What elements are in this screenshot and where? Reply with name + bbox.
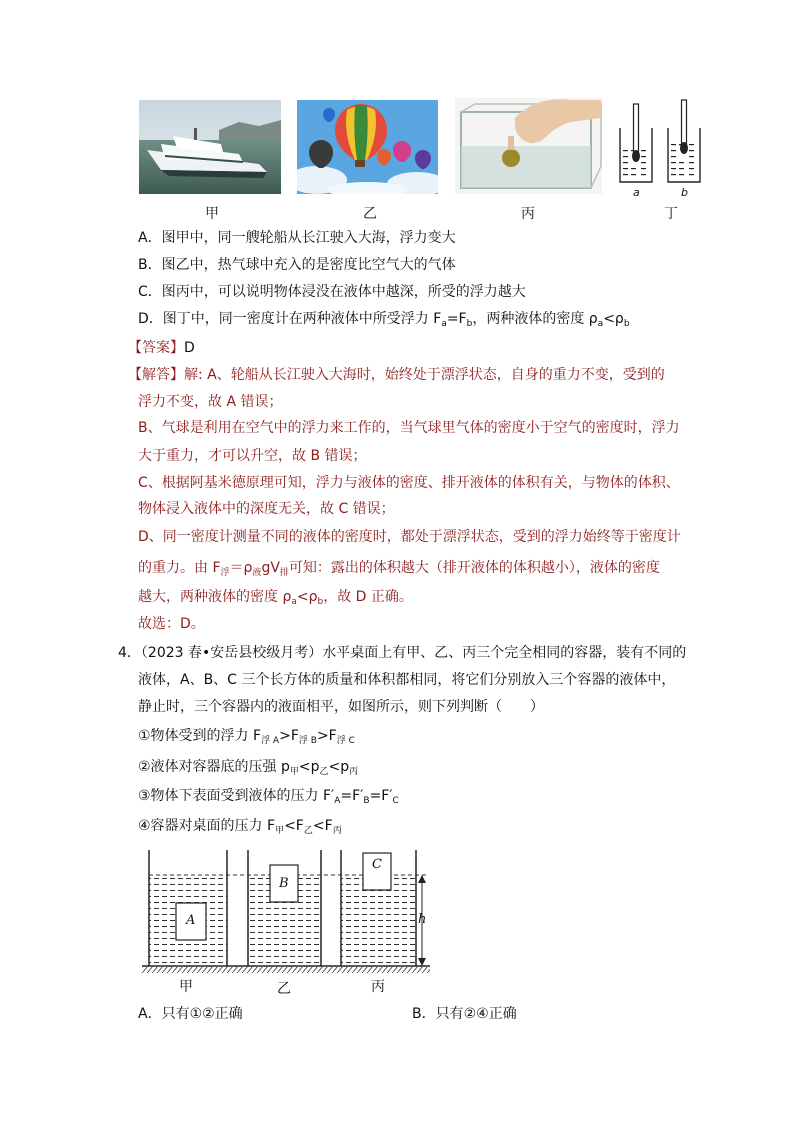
q3-d-sub-b2: b	[623, 319, 630, 329]
q3-d-sub-a2: a	[597, 319, 604, 329]
q3-option-d	[138, 309, 630, 334]
s3-s1: A	[334, 796, 341, 806]
q4-line-1: 4．（2023 春•安岳县校级月考）水平桌面上有甲、乙、丙三个完全相同的容器，装有不同的	[118, 645, 687, 661]
caption-jia: 甲	[205, 206, 219, 222]
s4-p1: ④容器对桌面的压力 F	[138, 818, 276, 834]
q3-d-lt: <ρ	[603, 311, 624, 327]
formula-p4: 可知：露出的体积越大（排开液体的体积越小），液体的密度	[288, 560, 660, 576]
q3-d-eq: =F	[446, 311, 467, 327]
q3-option-a: A．图甲中，同一艘轮船从长江驶入大海，浮力变大	[138, 230, 456, 246]
formula-s3: 排	[279, 568, 289, 578]
thermo-label-a: a	[633, 186, 640, 199]
last-s1: a	[291, 597, 297, 607]
s2-s1: 甲	[289, 767, 299, 777]
q4-statement-3	[138, 786, 399, 811]
q4-line-3: 静止时，三个容器内的液面相平，如图所示，则下列判断（ ）	[138, 699, 544, 715]
s2-s3: 丙	[349, 767, 359, 777]
analysis-line-1	[128, 365, 665, 385]
s3-p2: =F′	[340, 788, 364, 804]
last-p3: ，故 D 正确。	[323, 589, 413, 605]
s1-p1: ①物体受到的浮力 F	[138, 728, 262, 744]
q4-statement-2	[138, 757, 358, 782]
q4-line-2: 液体，A、B、C 三个长方体的质量和体积都相同，将它们分别放入三个容器的液体中，	[138, 672, 676, 688]
container-caption-bing: 丙	[371, 979, 385, 995]
s2-p1: ②液体对容器底的压强 p	[138, 759, 290, 775]
s4-p3: <F	[312, 818, 333, 834]
last-p1: 越大，两种液体的密度 ρ	[138, 589, 292, 605]
s4-s3: 丙	[332, 826, 342, 836]
answer-line	[128, 338, 195, 358]
q4-option-b: B．只有②④正确	[412, 1006, 517, 1022]
s4-s1: 甲	[275, 826, 285, 836]
q4-statement-4	[138, 816, 342, 841]
tank-photo	[455, 98, 602, 194]
q3-option-b: B．图乙中，热气球中充入的是密度比空气大的气体	[138, 257, 456, 273]
analysis-line-3: B、气球是利用在空气中的浮力来工作的，当气球里气体的密度小于空气的密度时，浮力	[138, 420, 680, 436]
analysis-line-2: 浮力不变，故 A 错误；	[138, 394, 283, 410]
caption-bing: 丙	[521, 206, 535, 222]
formula-p3: gV	[261, 560, 280, 576]
s3-s2: B	[363, 796, 370, 806]
caption-yi: 乙	[363, 206, 377, 222]
answer-tag: 【答案】	[128, 340, 184, 356]
analysis-last-line	[138, 587, 413, 612]
s4-s2: 乙	[303, 826, 313, 836]
block-a-label: A	[186, 913, 196, 928]
q3-d-prefix: D．图丁中，同一密度计在两种液体中所受浮力 F	[138, 311, 442, 327]
analysis-line-7: D、同一密度计测量不同的液体的密度时，都处于漂浮状态，受到的浮力始终等于密度计	[138, 529, 681, 545]
q3-d-mid: ，两种液体的密度 ρ	[472, 311, 598, 327]
formula-p1: 的重力。由 F	[138, 560, 221, 576]
last-p2: <ρ	[296, 589, 318, 605]
s1-p2: >F	[279, 728, 299, 744]
s2-p2: <p	[298, 759, 320, 775]
block-b-label: B	[279, 876, 289, 891]
q3-option-c: C．图丙中，可以说明物体浸没在液体中越深，所受的浮力越大	[138, 284, 526, 300]
analysis-line-5: C、根据阿基米德原理可知，浮力与液体的密度、排开液体的体积有关，与物体的体积、	[138, 475, 680, 491]
block-c-label: C	[372, 857, 382, 872]
q4-option-a: A．只有①②正确	[138, 1006, 243, 1022]
thermo-label-b: b	[681, 186, 688, 199]
containers-diagram	[138, 846, 448, 976]
analysis-tag: 【解答】	[128, 367, 184, 383]
s2-p3: <p	[328, 759, 350, 775]
analysis-select: 故选：D。	[138, 616, 205, 632]
s3-s3: C	[392, 796, 399, 806]
s1-p3: >F	[316, 728, 337, 744]
analysis-line-6: 物体浸入液体中的深度无关，故 C 错误；	[138, 501, 395, 517]
h-label: h	[418, 912, 427, 927]
analysis-formula-line	[138, 558, 660, 583]
caption-ding: 丁	[664, 206, 678, 222]
container-caption-yi: 乙	[277, 981, 291, 997]
s2-s2: 乙	[319, 767, 329, 777]
q4-statement-1	[138, 726, 355, 751]
s1-s2: 浮 B	[298, 736, 317, 746]
s4-p2: <F	[284, 818, 304, 834]
analysis-text-1: 解: A、轮船从长江驶入大海时，始终处于漂浮状态，自身的重力不变，受到的	[184, 367, 665, 383]
s3-p1: ③物体下表面受到液体的压力 F′	[138, 788, 335, 804]
formula-s1: 浮	[220, 568, 230, 578]
ship-photo	[139, 100, 281, 194]
hydrometer-figure	[614, 98, 706, 202]
balloons-photo	[297, 100, 438, 194]
last-s2: b	[317, 597, 324, 607]
analysis-line-4: 大于重力，才可以升空，故 B 错误；	[138, 448, 367, 464]
q3-d-sub-b: b	[466, 319, 473, 329]
s1-s3: 浮 C	[336, 736, 355, 746]
answer-value: D	[184, 340, 195, 356]
s3-p3: =F′	[369, 788, 393, 804]
s1-s1: 浮 A	[261, 736, 280, 746]
container-caption-jia: 甲	[179, 979, 193, 995]
formula-p2: ＝ρ	[229, 560, 253, 576]
q3-d-sub-a: a	[441, 319, 447, 329]
formula-s2: 液	[252, 568, 262, 578]
